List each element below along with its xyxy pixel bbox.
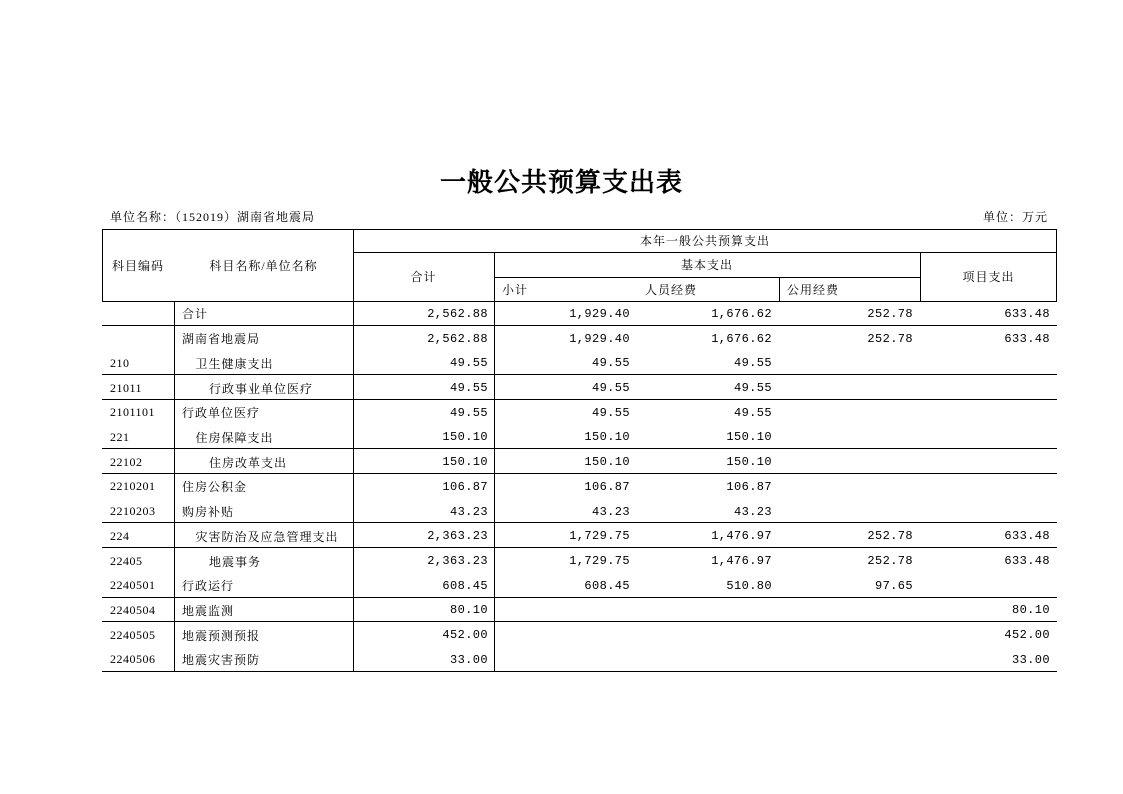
basic-subtotal-cell: 43.23: [591, 504, 630, 519]
table-row: [102, 375, 1057, 400]
header-subject-name: 科目名称/单位名称: [209, 258, 318, 273]
basic-subtotal-cell: [494, 598, 636, 623]
subject-code-cell: [102, 301, 174, 326]
total-cell: 150.10: [442, 455, 488, 470]
subject-name-cell: 灾害防治及应急管理支出: [195, 529, 339, 544]
table-row: [102, 326, 1057, 351]
subject-name-cell: 行政事业单位医疗: [209, 381, 314, 396]
table-row: [102, 523, 1057, 548]
personnel-expense-cell: 150.10: [726, 455, 772, 470]
table-row: [102, 499, 1057, 524]
header-total: 合计: [410, 270, 437, 284]
subject-code-cell: 2240504: [110, 602, 156, 617]
subject-name-cell: 行政运行: [182, 579, 235, 594]
basic-subtotal-cell: 608.45: [584, 578, 630, 593]
basic-subtotal-cell: 150.10: [584, 455, 630, 470]
total-cell: 80.10: [449, 603, 488, 618]
personnel-expense-cell: 1,676.62: [711, 331, 772, 346]
personnel-expense-cell: [636, 622, 779, 647]
subject-name-cell: 地震监测: [182, 603, 235, 618]
personnel-expense-cell: 106.87: [726, 479, 772, 494]
public-expense-cell: [779, 400, 920, 425]
basic-subtotal-cell: 106.87: [584, 479, 630, 494]
public-expense-cell: 252.78: [867, 331, 913, 346]
personnel-expense-cell: [636, 647, 779, 672]
total-cell: 2,562.88: [427, 331, 488, 346]
basic-subtotal-cell: [494, 622, 636, 647]
subject-name-cell: 行政单位医疗: [182, 406, 261, 421]
total-cell: 33.00: [449, 652, 488, 667]
basic-subtotal-cell: 150.10: [584, 430, 630, 445]
public-expense-cell: [779, 622, 920, 647]
project-expense-cell: 633.48: [1004, 306, 1050, 321]
basic-subtotal-cell: 1,729.75: [569, 529, 630, 544]
table-row: [102, 400, 1057, 425]
subject-name-cell: 湖南省地震局: [182, 332, 261, 347]
subject-name-cell: 地震预测预报: [182, 628, 261, 643]
public-expense-cell: [779, 598, 920, 623]
personnel-expense-cell: 510.80: [726, 578, 772, 593]
project-expense-cell: [920, 425, 1057, 450]
basic-subtotal-cell: [494, 647, 636, 672]
total-cell: 2,363.23: [427, 529, 488, 544]
total-cell: 49.55: [449, 356, 488, 371]
public-expense-cell: [779, 449, 920, 474]
unit-name-label: 单位名称：: [110, 210, 176, 224]
total-cell: 608.45: [442, 578, 488, 593]
header-public-expense: 公用经费: [787, 282, 840, 297]
public-expense-cell: [779, 425, 920, 450]
personnel-expense-cell: 1,476.97: [711, 554, 772, 569]
table-row: [102, 301, 1057, 326]
basic-subtotal-cell: 49.55: [591, 381, 630, 396]
basic-subtotal-cell: 1,729.75: [569, 554, 630, 569]
total-cell: 150.10: [442, 430, 488, 445]
table-row: [102, 350, 1057, 375]
column-divider-total-subtotal: [494, 301, 495, 672]
subject-code-cell: [102, 326, 174, 351]
table-row: [102, 647, 1057, 672]
project-expense-cell: [920, 474, 1057, 499]
unit-name-value: （152019）湖南省地震局: [175, 210, 316, 224]
header-subject-code: 科目编码: [111, 258, 164, 273]
subject-code-cell: 2240506: [110, 652, 156, 667]
table-row: [102, 548, 1057, 573]
personnel-expense-cell: 1,476.97: [711, 529, 772, 544]
table-row: [102, 474, 1057, 499]
personnel-expense-cell: 49.55: [733, 356, 772, 371]
subject-code-cell: 2210203: [110, 504, 156, 519]
project-expense-cell: [920, 499, 1057, 524]
public-expense-cell: 97.65: [874, 578, 913, 593]
subject-code-cell: 21011: [110, 380, 143, 395]
personnel-expense-cell: 150.10: [726, 430, 772, 445]
project-expense-cell: [920, 573, 1057, 598]
total-cell: 49.55: [449, 405, 488, 420]
total-cell: 452.00: [442, 628, 488, 643]
table-row: [102, 598, 1057, 623]
project-expense-cell: 633.48: [1004, 554, 1050, 569]
personnel-expense-cell: 49.55: [733, 381, 772, 396]
personnel-expense-cell: 49.55: [733, 405, 772, 420]
public-expense-cell: [779, 499, 920, 524]
total-cell: 43.23: [449, 504, 488, 519]
subject-name-cell: 住房保障支出: [195, 430, 274, 445]
total-cell: 2,562.88: [427, 306, 488, 321]
subject-code-cell: 221: [110, 429, 130, 444]
project-expense-cell: [920, 449, 1057, 474]
basic-subtotal-cell: 1,929.40: [569, 306, 630, 321]
basic-subtotal-cell: 49.55: [591, 405, 630, 420]
header-project-expenditure: 项目支出: [962, 270, 1015, 284]
subject-code-cell: 22102: [110, 454, 143, 469]
subject-code-cell: 2240505: [110, 627, 156, 642]
page-title: 一般公共预算支出表: [439, 168, 683, 197]
total-cell: 2,363.23: [427, 554, 488, 569]
currency-unit-label: 单位：万元: [982, 210, 1048, 224]
table-row: [102, 622, 1057, 647]
subject-name-cell: 地震事务: [209, 554, 262, 569]
subject-code-cell: 2210201: [110, 479, 156, 494]
public-expense-cell: 252.78: [867, 554, 913, 569]
header-current-year-expenditure: 本年一般公共预算支出: [639, 234, 770, 248]
total-cell: 49.55: [449, 381, 488, 396]
total-cell: 106.87: [442, 479, 488, 494]
header-personnel-expense: 人员经费: [645, 282, 698, 297]
subject-name-cell: 地震灾害预防: [182, 653, 261, 668]
subject-code-cell: 210: [110, 355, 130, 370]
project-expense-cell: 80.10: [1011, 603, 1050, 618]
project-expense-cell: 33.00: [1011, 652, 1050, 667]
subject-name-cell: 住房公积金: [182, 480, 248, 495]
public-expense-cell: [779, 375, 920, 400]
project-expense-cell: 633.48: [1004, 331, 1050, 346]
table-body: [102, 301, 1057, 672]
public-expense-cell: 252.78: [867, 529, 913, 544]
public-expense-cell: [779, 474, 920, 499]
subject-code-cell: 224: [110, 528, 130, 543]
project-expense-cell: 452.00: [1004, 628, 1050, 643]
project-expense-cell: [920, 375, 1057, 400]
table-row: [102, 449, 1057, 474]
project-expense-cell: [920, 400, 1057, 425]
header-divider-personnel-public: [779, 277, 780, 301]
header-subtotal: 小计: [502, 282, 529, 297]
table-row: [102, 425, 1057, 450]
column-divider-code-name: [174, 301, 175, 672]
subject-name-cell: 卫生健康支出: [195, 356, 274, 371]
subject-code-cell: 2240501: [110, 578, 156, 593]
unit-name-line: [110, 209, 315, 225]
project-expense-cell: [920, 350, 1057, 375]
header-basic-expenditure: 基本支出: [680, 258, 733, 272]
subject-name-cell: 购房补贴: [182, 505, 235, 520]
public-expense-cell: [779, 647, 920, 672]
table-row: [102, 573, 1057, 598]
project-expense-cell: 633.48: [1004, 529, 1050, 544]
public-expense-cell: [779, 350, 920, 375]
subject-code-cell: 22405: [110, 553, 143, 568]
subject-code-cell: 2101101: [110, 405, 156, 420]
basic-subtotal-cell: 1,929.40: [569, 331, 630, 346]
public-expense-cell: 252.78: [867, 306, 913, 321]
personnel-expense-cell: 1,676.62: [711, 306, 772, 321]
personnel-expense-cell: 43.23: [733, 504, 772, 519]
personnel-expense-cell: [636, 598, 779, 623]
subject-name-cell: 合计: [182, 307, 209, 322]
subject-name-cell: 住房改革支出: [209, 455, 288, 470]
basic-subtotal-cell: 49.55: [591, 356, 630, 371]
column-divider-name-total: [353, 301, 354, 672]
